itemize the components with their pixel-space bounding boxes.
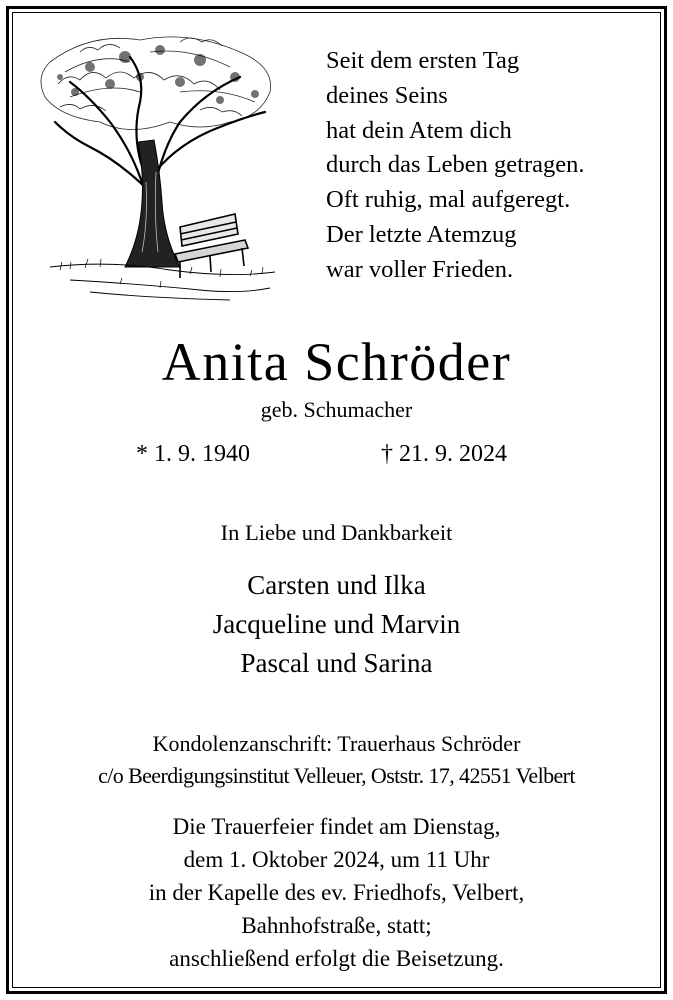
poem-line: Seit dem ersten Tag bbox=[326, 47, 520, 74]
death-date: † 21. 9. 2024 bbox=[381, 441, 507, 467]
condolence-line: Kondolenzanschrift: Trauerhaus Schröder bbox=[152, 731, 521, 756]
service-line: Die Trauerfeier findet am Dienstag, bbox=[172, 814, 501, 839]
poem-line: Oft ruhig, mal aufgeregt. bbox=[326, 186, 571, 214]
mourners-list bbox=[0, 566, 673, 683]
poem-line: durch das Leben getragen. bbox=[326, 151, 585, 179]
poem-line: war voller Frieden. bbox=[326, 255, 514, 283]
funeral-service-info bbox=[0, 810, 673, 975]
condolence-address bbox=[0, 728, 673, 792]
birth-date: * 1. 9. 1940 bbox=[136, 441, 250, 467]
mourner-entry: Carsten und Ilka bbox=[247, 570, 426, 600]
poem-line: hat dein Atem dich bbox=[326, 116, 512, 144]
service-line: Bahnhofstraße, statt; bbox=[241, 913, 432, 938]
deceased-name: Anita Schröder bbox=[161, 332, 512, 392]
poem-line: Der letzte Atemzug bbox=[326, 220, 517, 248]
condolence-line: c/o Beerdigungsinstitut Velleuer, Oststr. 17, 42551 Velbert bbox=[98, 763, 575, 788]
poem-line: deines Seins bbox=[326, 81, 448, 109]
mourner-entry: Jacqueline und Marvin bbox=[212, 609, 461, 639]
service-line: in der Kapelle des ev. Friedhofs, Velbert, bbox=[148, 880, 525, 905]
poem bbox=[326, 44, 656, 288]
dedication: In Liebe und Dankbarkeit bbox=[220, 520, 453, 545]
mourner-entry: Pascal und Sarina bbox=[240, 648, 433, 678]
maiden-name: geb. Schumacher bbox=[260, 397, 413, 422]
service-line: anschließend erfolgt die Beisetzung. bbox=[169, 946, 504, 971]
tree-with-bench-illustration bbox=[30, 22, 288, 302]
service-line: dem 1. Oktober 2024, um 11 Uhr bbox=[183, 847, 490, 872]
